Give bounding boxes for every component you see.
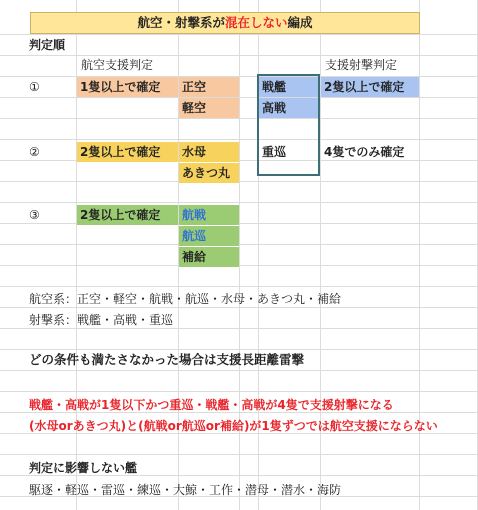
grid-row-line [0,139,478,140]
row2-ship-akitsumaru: あきつ丸 [179,163,239,183]
shoot-ship-juujun: 重巡 [262,145,287,159]
grid-row-line [0,34,478,35]
grid-row-line [0,454,478,455]
shoot-ship-senkan: 戦艦 [259,77,319,97]
row3-ship-kousen: 航戦 [179,205,239,225]
order-1: ① [29,80,40,94]
grid-row-line [0,286,478,287]
shoot-type-list: 射撃系：戦艦・高戦・重巡 [29,313,174,327]
row1-condition: 1隻以上で確定 [77,77,178,97]
grid-row-line [0,223,478,224]
no-effect-list: 駆逐・軽巡・雷巡・練巡・大鯨・工作・潜母・潜水・海防 [29,483,342,497]
no-effect-title: 判定に影響しない艦 [29,461,138,475]
air-support-header: 航空支援判定 [81,58,154,72]
grid-row-line [0,55,478,56]
grid-row-line [0,265,478,266]
grid-row-line [0,391,478,392]
shoot-condition-1: 2隻以上で確定 [321,77,419,97]
sheet-title: 航空・射撃系が混在しない編成 [30,12,420,34]
order-3: ③ [29,208,40,222]
row2-ship-suibo: 水母 [179,142,239,162]
row2-condition: 2隻以上で確定 [77,142,178,162]
air-type-list: 航空系：正空・軽空・航戦・航巡・水母・あきつ丸・補給 [29,292,342,306]
shoot-ship-kousen: 高戦 [259,98,319,118]
grid-row-line [0,202,478,203]
warning-2: (水母orあきつ丸)と(航戦or航巡or補給)が1隻ずつでは航空支援にならない [29,419,438,433]
shoot-condition-2: 4隻でのみ確定 [324,145,405,159]
row3-ship-hokyuu: 補給 [179,247,239,267]
warning-1: 戦艦・高戦が1隻以下かつ重巡・戦艦・高戦が4隻で支援射撃になる [29,398,394,412]
grid-row-line [0,118,478,119]
grid-row-line [0,370,478,371]
grid-row-line [0,181,478,182]
grid-row-line [0,97,478,98]
hantei-label: 判定順 [29,38,66,52]
fallback-note: どの条件も満たさなかった場合は支援長距離雷撃 [29,352,305,367]
shoot-support-header: 支援射撃判定 [325,58,398,72]
grid-row-line [0,244,478,245]
row1-ship-keikuu: 軽空 [179,98,239,118]
shoot-group-border [257,74,320,176]
order-2: ② [29,145,40,159]
row3-ship-koujun: 航巡 [179,226,239,246]
row3-condition: 2隻以上で確定 [77,205,178,225]
row1-ship-seikuu: 正空 [179,77,239,97]
